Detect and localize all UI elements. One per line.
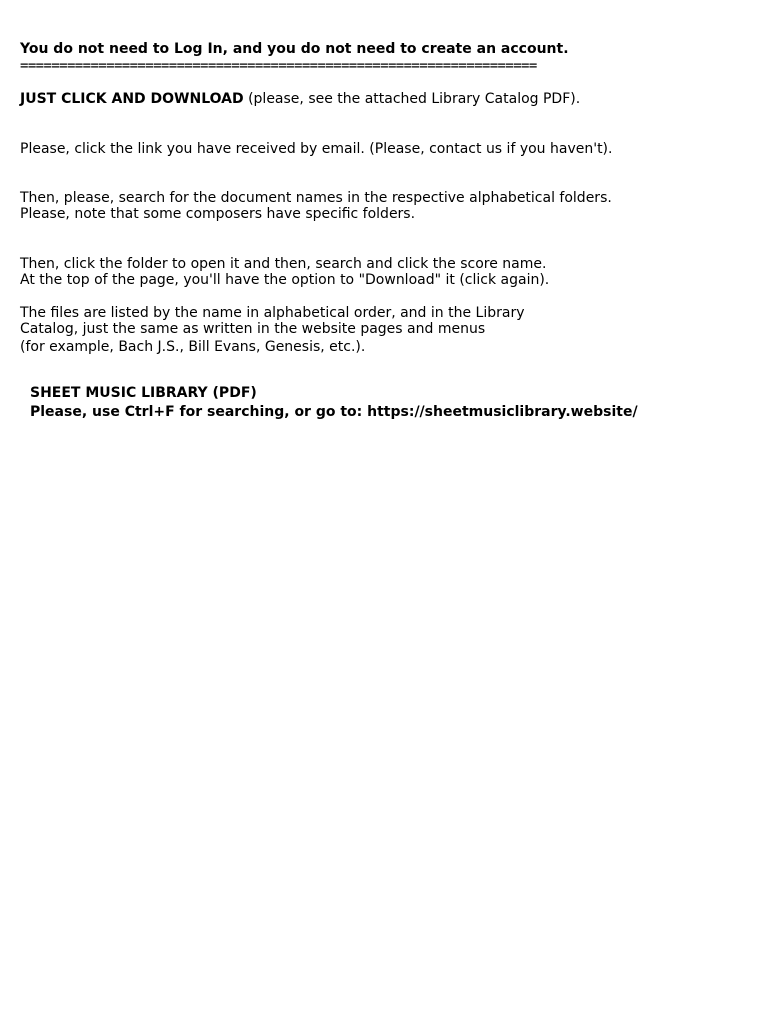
- page-heading: You do not need to Log In, and you do not need to create an account.: [20, 41, 569, 57]
- email-instruction: Please, click the link you have received by email. (Please, contact us if you haven't).: [20, 141, 613, 157]
- order-note-3: (for example, Bach J.S., Bill Evans, Genesis, etc.).: [20, 339, 366, 355]
- order-note-2: Catalog, just the same as written in the website pages and menus: [20, 321, 486, 337]
- search-hint: Please, use Ctrl+F for searching, or go to: https://sheetmusiclibrary.website/: [30, 404, 638, 420]
- separator-rule: ==================================================================: [20, 59, 537, 73]
- search-instruction-2: Please, note that some composers have specific folders.: [20, 206, 416, 222]
- order-note-1: The files are listed by the name in alphabetical order, and in the Library: [20, 305, 525, 321]
- intro-line: [20, 91, 580, 107]
- download-instruction-1: Then, click the folder to open it and then, search and click the score name.: [20, 256, 547, 272]
- download-instruction-2: At the top of the page, you'll have the option to "Download" it (click again).: [20, 272, 550, 288]
- library-title: SHEET MUSIC LIBRARY (PDF): [30, 385, 257, 401]
- search-instruction-1: Then, please, search for the document names in the respective alphabetical folders.: [20, 190, 612, 206]
- intro-rest-text: (please, see the attached Library Catalog PDF).: [243, 91, 581, 107]
- intro-bold-text: JUST CLICK AND DOWNLOAD: [20, 91, 244, 107]
